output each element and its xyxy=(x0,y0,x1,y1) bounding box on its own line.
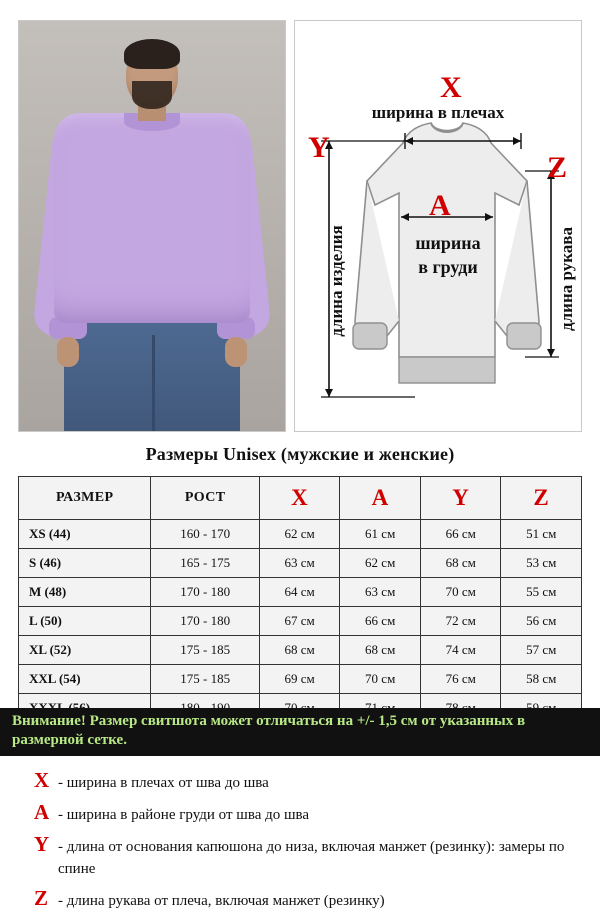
cell-height: 160 - 170 xyxy=(151,520,259,549)
cell-size: XL (52) xyxy=(19,636,151,665)
table-body xyxy=(19,520,582,723)
model-hair xyxy=(124,39,180,69)
cell-z: 57 см xyxy=(501,636,582,665)
cell-y: 70 см xyxy=(420,578,501,607)
legend-text-x: - ширина в плечах от шва до шва xyxy=(58,775,269,791)
cell-height: 175 - 185 xyxy=(151,665,259,694)
cell-a: 70 см xyxy=(340,665,421,694)
header-height: РОСТ xyxy=(151,477,259,520)
diagram-label-y: Y xyxy=(308,131,330,164)
legend-item xyxy=(34,768,574,794)
table-row xyxy=(19,578,582,607)
cell-x: 68 см xyxy=(259,636,340,665)
cell-height: 170 - 180 xyxy=(151,578,259,607)
cell-a: 61 см xyxy=(340,520,421,549)
cell-z: 56 см xyxy=(501,607,582,636)
hand-left xyxy=(57,337,79,367)
cell-size: XXL (54) xyxy=(19,665,151,694)
cell-size: XS (44) xyxy=(19,520,151,549)
cell-size: M (48) xyxy=(19,578,151,607)
diagram-caption-a-line2: в груди xyxy=(418,257,478,277)
diagram-label-x: X xyxy=(440,71,462,104)
cell-y: 72 см xyxy=(420,607,501,636)
legend-glyph-z: Z xyxy=(34,886,49,910)
diagram-caption-y: длина изделия xyxy=(327,225,346,337)
cell-size: L (50) xyxy=(19,607,151,636)
table-row xyxy=(19,607,582,636)
cell-y: 74 см xyxy=(420,636,501,665)
diagram-label-z: Z xyxy=(547,151,568,184)
cell-x: 64 см xyxy=(259,578,340,607)
top-panels xyxy=(18,20,582,430)
legend-glyph-y: Y xyxy=(34,832,50,856)
cell-size: S (46) xyxy=(19,549,151,578)
cell-y: 76 см xyxy=(420,665,501,694)
cell-height: 165 - 175 xyxy=(151,549,259,578)
cell-a: 66 см xyxy=(340,607,421,636)
cell-y: 66 см xyxy=(420,520,501,549)
cell-a: 62 см xyxy=(340,549,421,578)
legend-text-a: - ширина в районе груди от шва до шва xyxy=(58,807,310,823)
hand-right xyxy=(225,337,247,367)
legend-glyph-x: X xyxy=(34,768,50,792)
cell-z: 51 см xyxy=(501,520,582,549)
header-y: Y xyxy=(420,477,501,520)
cell-height: 170 - 180 xyxy=(151,607,259,636)
legend-text-y: - длина от основания капюшона до низа, включая манжет (резинку): замеры по спине xyxy=(58,839,565,877)
cell-height: 175 - 185 xyxy=(151,636,259,665)
measurement-diagram xyxy=(294,20,582,432)
cell-x: 63 см xyxy=(259,549,340,578)
table-header-row xyxy=(19,477,582,520)
cell-x: 67 см xyxy=(259,607,340,636)
table-row xyxy=(19,665,582,694)
table-row xyxy=(19,636,582,665)
header-z: Z xyxy=(501,477,582,520)
cell-x: 69 см xyxy=(259,665,340,694)
model-beard xyxy=(132,81,172,109)
page-title: Размеры Unisex (мужские и женские) xyxy=(145,444,455,464)
cell-z: 53 см xyxy=(501,549,582,578)
cell-a: 63 см xyxy=(340,578,421,607)
size-table xyxy=(18,476,582,723)
attention-note: Внимание! Размер свитшота может отличаться на +/- 1,5 см от указанных в размерной сетке. xyxy=(0,708,600,756)
cell-z: 58 см xyxy=(501,665,582,694)
header-a: A xyxy=(340,477,421,520)
legend-item xyxy=(34,832,574,880)
diagram-caption-z: длина рукава xyxy=(557,227,576,331)
product-photo xyxy=(18,20,286,432)
legend-item xyxy=(34,886,574,912)
model-jeans xyxy=(64,313,240,431)
diagram-label-a: A xyxy=(429,189,451,222)
table-row xyxy=(19,549,582,578)
legend-glyph-a: A xyxy=(34,800,50,824)
header-x: X xyxy=(259,477,340,520)
cell-z: 55 см xyxy=(501,578,582,607)
cell-a: 68 см xyxy=(340,636,421,665)
diagram-caption-a-line1: ширина xyxy=(415,233,481,253)
diagram-caption-x: ширина в плечах xyxy=(371,103,505,122)
legend-item xyxy=(34,800,574,826)
legend-text-z: - длина рукава от плеча, включая манжет (резинку) xyxy=(58,893,385,909)
header-size: РАЗМЕР xyxy=(19,477,151,520)
model-sweatshirt xyxy=(54,113,250,323)
cell-x: 62 см xyxy=(259,520,340,549)
table-row xyxy=(19,520,582,549)
cell-y: 68 см xyxy=(420,549,501,578)
